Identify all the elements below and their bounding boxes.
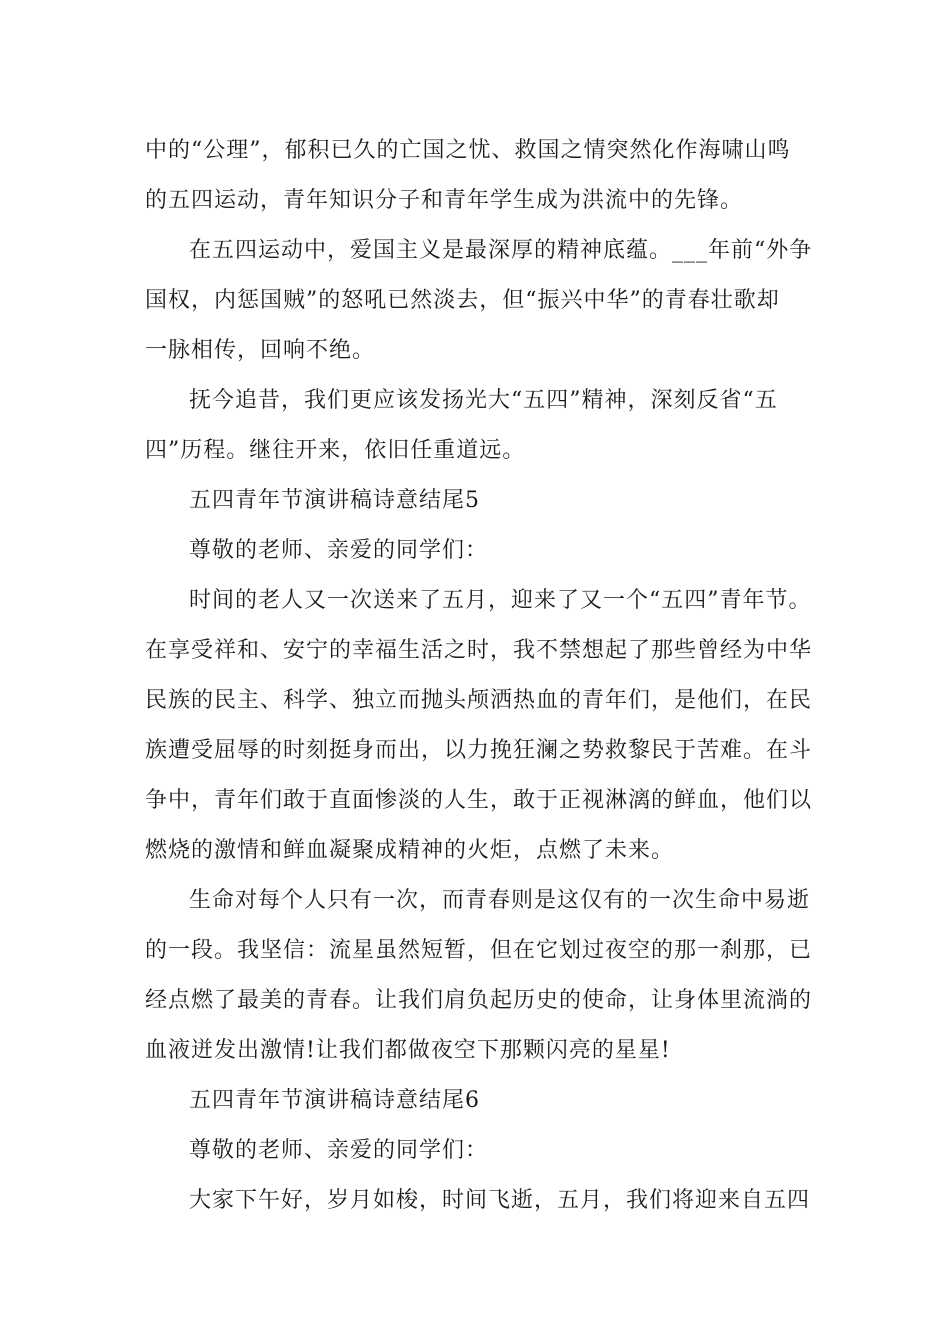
text-line: 族遭受屈辱的时刻挺身而出，以力挽狂澜之势救黎民于苦难。在斗: [145, 738, 813, 763]
text-line: 经点燃了最美的青春。让我们肩负起历史的使命，让身体里流淌的: [145, 988, 813, 1013]
text-line: 在享受祥和、安宁的幸福生活之时，我不禁想起了那些曾经为中华: [145, 638, 813, 663]
paragraph-start-line: 抚今追昔，我们更应该发扬光大“五四”精神，深刻反省“五: [189, 388, 778, 413]
text-line: 血液迸发出激情!让我们都做夜空下那颗闪亮的星星!: [145, 1038, 671, 1063]
salutation: 尊敬的老师、亲爱的同学们：: [189, 538, 489, 563]
text-line: 中的“公理”，郁积已久的亡国之忧、救国之情突然化作海啸山鸣: [145, 138, 791, 163]
paragraph-start-line: 大家下午好，岁月如梭，时间飞逝，五月，我们将迎来自五四: [189, 1188, 811, 1213]
text-line: 的一段。我坚信：流星虽然短暂，但在它划过夜空的那一刹那，已: [145, 938, 813, 963]
text-line: 争中，青年们敢于直面惨淡的人生，敢于正视淋漓的鲜血，他们以: [145, 788, 813, 813]
text-line: 一脉相传，回响不绝。: [145, 338, 376, 363]
paragraph-start-line: 生命对每个人只有一次，而青春则是这仅有的一次生命中易逝: [189, 888, 811, 913]
paragraph-start-line: 在五四运动中，爱国主义是最深厚的精神底蕴。___年前“外争: [189, 238, 813, 263]
text-line: 四”历程。继往开来，依旧任重道远。: [145, 438, 526, 463]
text-line: 的五四运动，青年知识分子和青年学生成为洪流中的先锋。: [145, 188, 744, 213]
section-heading: 五四青年节演讲稿诗意结尾6: [189, 1088, 480, 1113]
section-heading: 五四青年节演讲稿诗意结尾5: [189, 488, 480, 513]
salutation: 尊敬的老师、亲爱的同学们：: [189, 1138, 489, 1163]
paragraph-start-line: 时间的老人又一次送来了五月，迎来了又一个“五四”青年节。: [189, 588, 812, 613]
document-body: [145, 126, 815, 1226]
text-line: 燃烧的激情和鲜血凝聚成精神的火炬，点燃了未来。: [145, 838, 675, 863]
text-line: 国权，内惩国贼”的怒吼已然淡去，但“振兴中华”的青春壮歌却: [145, 288, 780, 313]
text-line: 民族的民主、科学、独立而抛头颅洒热血的青年们，是他们，在民: [145, 688, 813, 713]
